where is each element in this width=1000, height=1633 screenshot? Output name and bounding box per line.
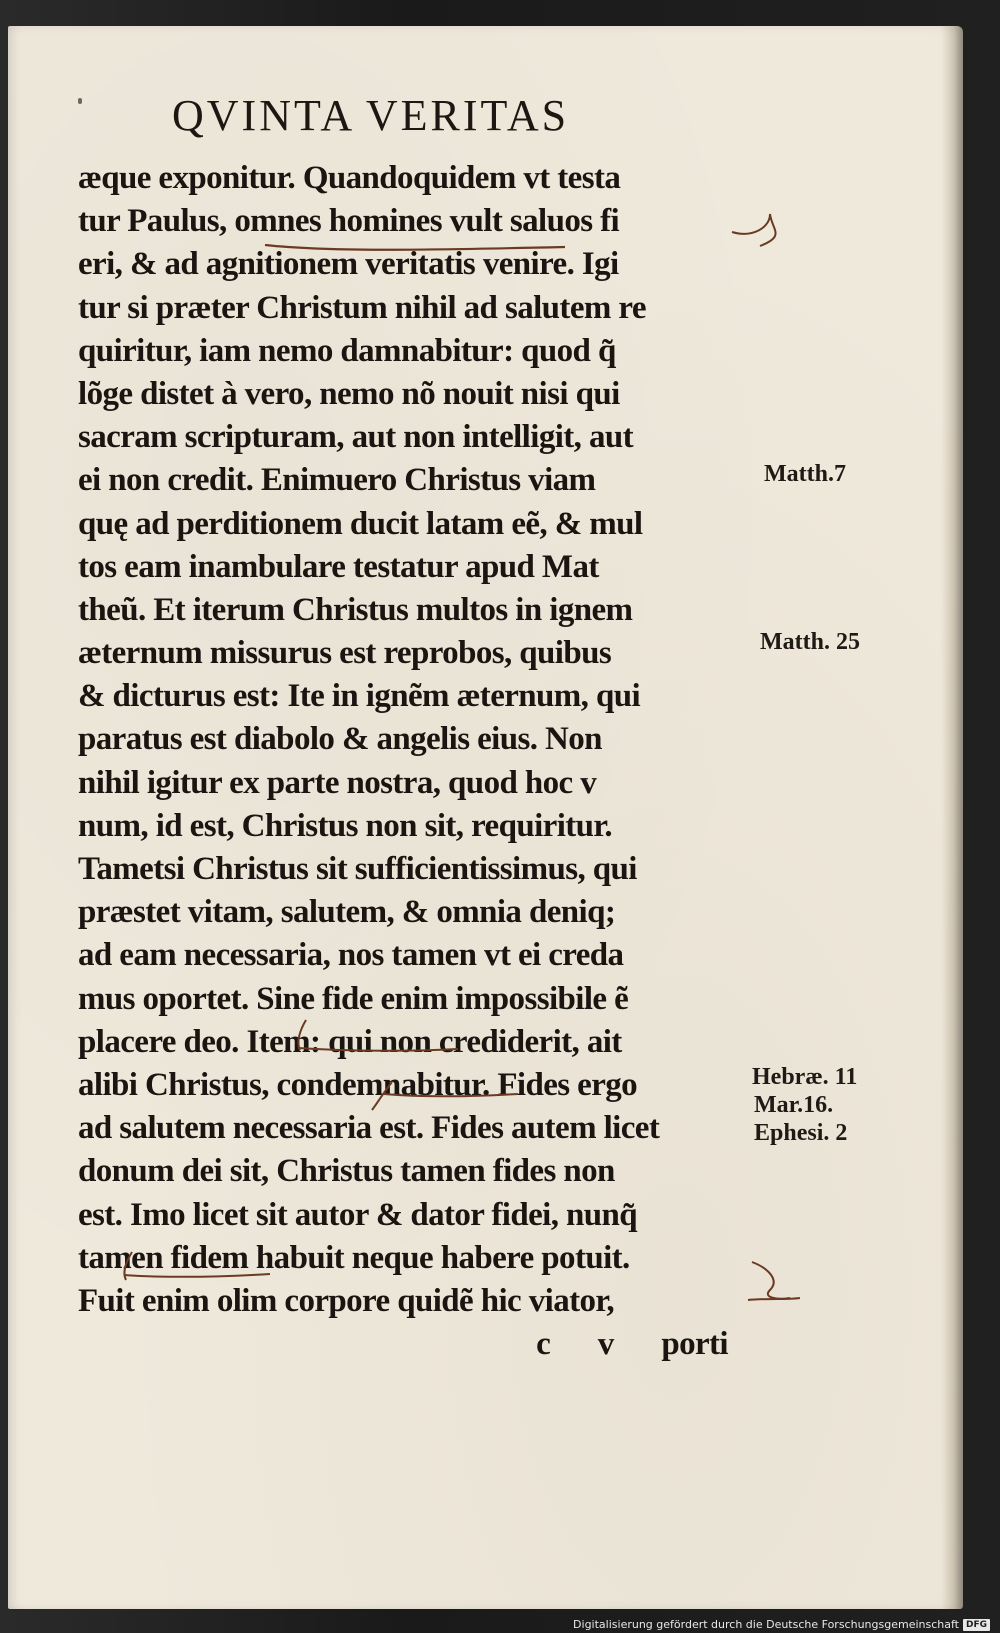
text-line: placere deo. Item: qui non crediderit, ait [78, 1023, 622, 1060]
text-line: tos eam inambulare testatur apud Mat [78, 548, 599, 585]
text-line: nihil igitur ex parte nostra, quod hoc v [78, 764, 597, 801]
text-line: est. Imo licet sit autor & dator fidei, nunq̃ [78, 1196, 638, 1233]
text-line: num, id est, Christus non sit, requiritur. [78, 807, 613, 844]
mark-sine [298, 1020, 306, 1050]
text-line: ad eam necessaria, nos tamen vt ei creda [78, 937, 624, 974]
running-head: QVINTA VERITAS [172, 91, 570, 140]
text-line: æque exponitur. Quandoquidem vt testa [78, 160, 621, 196]
underline-sine-fide [298, 1048, 458, 1051]
text-line: Tametsi Christus sit sufficientissimus, qui [78, 851, 637, 887]
text-line: alibi Christus, condemnabitur. Fides ergo [78, 1066, 638, 1103]
text-line: præstet vitam, salutem, & omnia deniq; [78, 894, 616, 931]
text-line: tur Paulus, omnes homines vult saluos fi [78, 203, 620, 240]
text-line: tur si præter Christum nihil ad salutem re [78, 289, 646, 326]
dfg-logo: DFG [963, 1619, 990, 1631]
margin-note: Ephesi. 2 [754, 1120, 848, 1146]
margin-note: Mar.16. [754, 1092, 834, 1118]
margin-note: Hebræ. 11 [752, 1064, 858, 1090]
text-line: quiritur, iam nemo damnabitur: quod q̃ [78, 332, 616, 369]
underline-qui-non [384, 1094, 518, 1096]
credit-text: Digitalisierung gefördert durch die Deutsche Forschungsgemeinschaft [573, 1618, 959, 1631]
text-line: mus oportet. Sine fide enim impossibile ẽ [78, 980, 629, 1017]
text-line: ad salutem necessaria est. Fides autem licet [78, 1110, 660, 1147]
digitization-credit [573, 1618, 990, 1631]
text-line: paratus est diabolo & angelis eius. Non [78, 721, 602, 758]
underline-omnes-homines [265, 245, 565, 250]
text-line: eri, & ad agnitionem veritatis venire. Igi [78, 246, 619, 283]
text-line: lõge distet à vero, nemo nõ nouit nisi qui [78, 375, 620, 412]
text-line: tamen fidem habuit neque habere potuit. [78, 1239, 630, 1276]
text-line: sacram scripturam, aut non intelligit, aut [78, 419, 634, 456]
mark-qui [372, 1082, 392, 1110]
text-line: Fuit enim olim corpore quidẽ hic viator, [78, 1282, 615, 1319]
bracket-saluos-fieri [732, 214, 776, 246]
bracket-nunquam [748, 1262, 800, 1300]
margin-note: Matth. 25 [760, 629, 860, 655]
underline-imo-licet [124, 1274, 270, 1277]
margin-note: Matth.7 [764, 461, 846, 487]
text-line: & dicturus est: Ite in ignẽm æternum, qui [78, 678, 641, 715]
text-line: donum dei sit, Christus tamen fides non [78, 1153, 615, 1190]
text-line: theũ. Et iterum Christus multos in ignem [78, 591, 633, 628]
catchword-line: c v porti [536, 1326, 728, 1363]
text-line: ei non credit. Enimuero Christus viam [78, 462, 596, 499]
text-line: æternum missurus est reprobos, quibus [78, 635, 612, 672]
text-line: quę ad perditionem ducit latam eẽ, & mul [78, 505, 643, 542]
